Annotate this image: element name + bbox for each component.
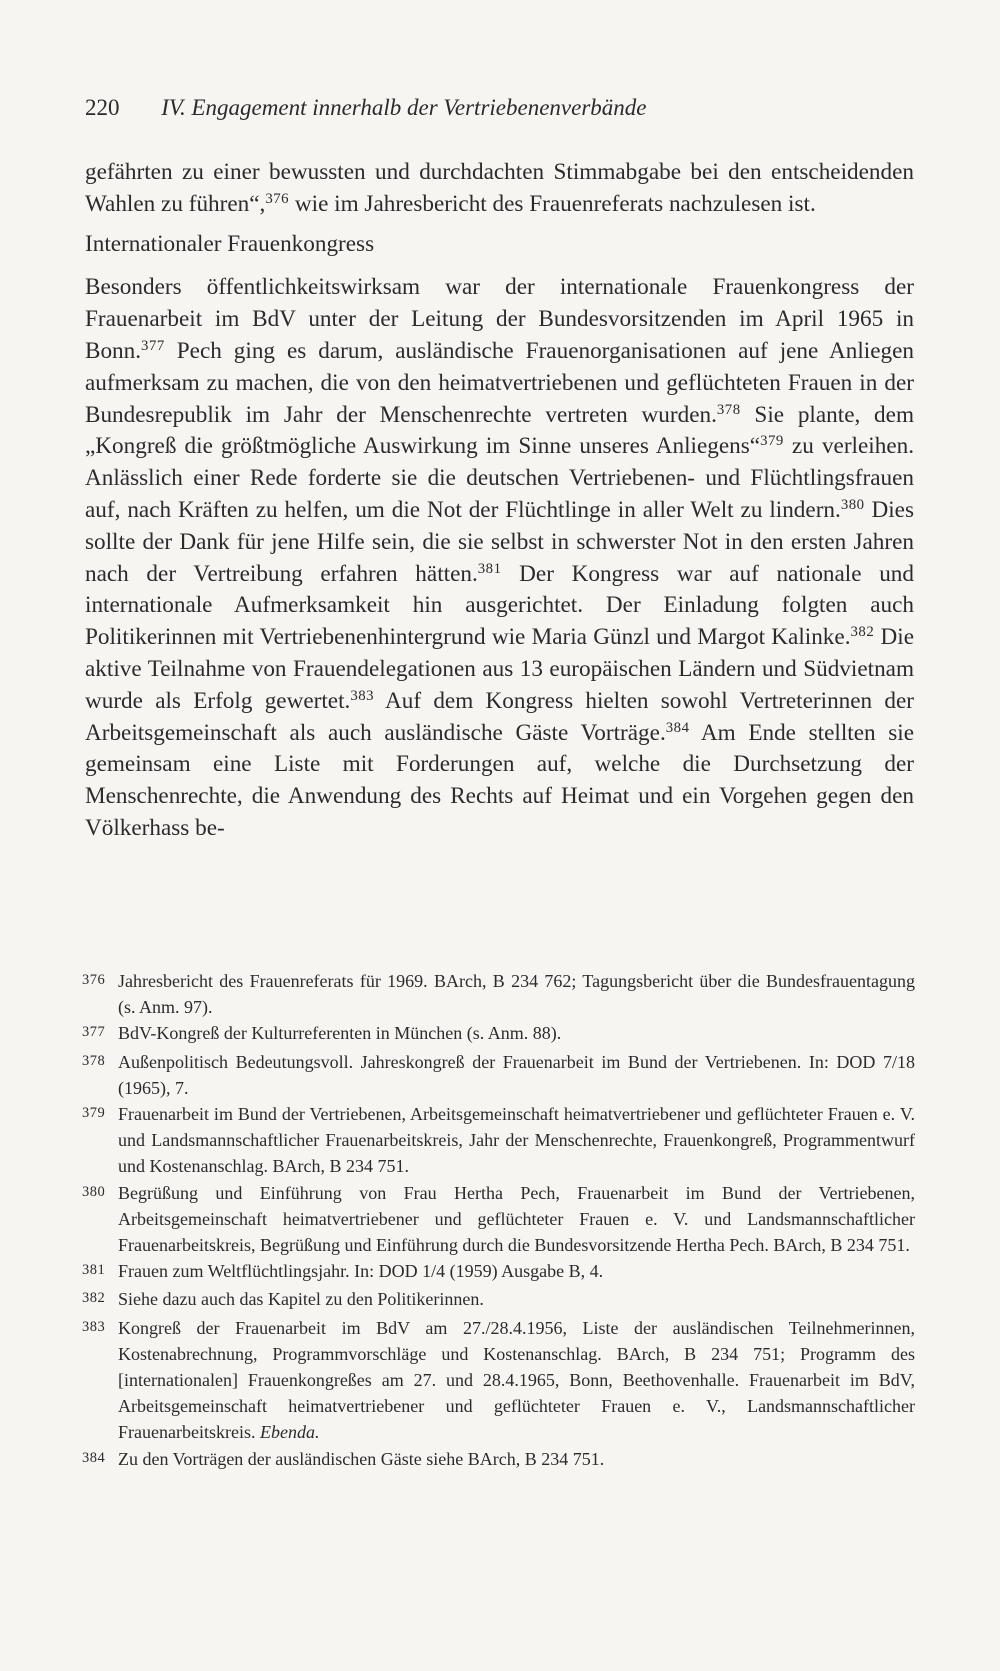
footnote-ref-377[interactable]: 377 [141,337,165,354]
section-heading: Internationaler Frauenkongress [85,230,375,257]
para-sentence: Pech ging es darum, ausländische Frauenorganisationen auf jene Anliegen aufmerksam zu machen, die von den heimatvertriebenen und geflüchteten Frauen in der Bundesrepublik im Jahr der Menschenrechte vertreten wurden. [85,337,914,428]
footnote-number: 377 [82,1024,106,1041]
para-sentence: Dies sollte der Dank für jene Hilfe sein, die sie selbst in schwerster Not in den ersten Jahren nach der Vertreibung erfahren hätten. [85,496,914,587]
footnote-number: 381 [82,1262,106,1279]
footnote-ref-376[interactable]: 376 [265,190,290,207]
lead-text-a: gefährten zu einer bewussten und durchdachten Stimmabgabe bei den entscheidenden Wahlen zu führen“, [85,159,914,217]
footnote-text: Begrüßung und Einführung von Frau Hertha Pech, Frauenarbeit im Bund der Vertriebenen, Arbeitsgemeinschaft heimatvertriebener und geflüchteter Frauen e. V. und Landsmannschaftlicher Frauenarbeitskreis, Begrüßung und Einführung durch die Bundesvorsitzende Hertha Pech. BArch, B 234 751. [118,1182,915,1256]
para-sentence: Sie plante, dem „Kongreß die größtmögliche Auswirkung im Sinne unseres Anliegens“ [85,401,914,460]
footnote-text: Außenpolitisch Bedeutungsvoll. Jahreskongreß der Frauenarbeit im Bund der Vertriebenen. In: DOD 7/18 (1965), 7. [118,1051,915,1098]
footnotes [82,968,915,1474]
para-sentence: Der Kongress war auf nationale und internationale Aufmerksamkeit hin ausgerichtet. Der Einladung folgten auch Politikerinnen mit Vertriebenenhintergrund wie Maria Günzl und Margot Kalinke. [85,560,914,651]
footnote-379 [82,1101,915,1180]
footnote-378 [82,1049,915,1101]
footnote-ref-381[interactable]: 381 [477,560,502,577]
footnote-ref-380[interactable]: 380 [840,496,865,513]
lead-text-b: wie im Jahresbericht des Frauenreferats nachzulesen ist. [289,190,816,217]
main-text [85,157,914,845]
footnote-number: 376 [82,972,106,988]
footnote-number: 382 [82,1290,106,1307]
footnote-384 [82,1446,915,1474]
lead-paragraph [85,157,914,221]
running-title: IV. Engagement innerhalb der Vertriebenenverbände [161,95,647,120]
footnote-text-italic: Ebenda. [259,1422,320,1443]
footnote-text: Frauen zum Weltflüchtlingsjahr. In: DOD 1/4 (1959) Ausgabe B, 4. [118,1261,604,1282]
footnote-number: 384 [82,1449,106,1466]
footnote-ref-384[interactable]: 384 [665,719,690,736]
footnote-text: Siehe dazu auch das Kapitel zu den Politikerinnen. [118,1289,484,1310]
footnote-376 [82,968,915,1020]
footnote-text: Zu den Vorträgen der ausländischen Gäste siehe BArch, B 234 751. [118,1448,605,1469]
footnote-text [118,1315,915,1446]
page-header [85,93,915,123]
footnote-number: 379 [82,1105,106,1122]
para-sentence: Die aktive Teilnahme von Frauendelegationen aus 13 europäischen Ländern und Südvietnam wurde als Erfolg gewertet. [85,624,914,714]
footnote-381 [82,1258,915,1286]
footnote-ref-379[interactable]: 379 [760,433,784,450]
footnote-number: 380 [82,1183,106,1200]
footnote-ref-378[interactable]: 378 [716,401,741,418]
page-number: 220 [85,95,120,120]
para-sentence: Auf dem Kongress hielten sowohl Vertreterinnen der Arbeitsgemeinschaft als auch ausländische Gäste Vorträge. [85,687,914,746]
para-sentence: zu verleihen. Anlässlich einer Rede forderte sie die deutschen Vertriebenen- und Flüchtlingsfrauen auf, nach Kräften zu helfen, um die Not der Flüchtlinge in aller Welt zu lindern. [85,433,914,523]
para-sentence: Am Ende stellten sie gemeinsam eine Liste mit Forderungen auf, welche die Durchsetzung der Menschenrechte, die Anwendung des Rechts auf Heimat und ein Vorgehen gegen den Völkerhass be- [85,719,914,841]
footnote-383 [82,1315,915,1446]
footnote-ref-383[interactable]: 383 [350,687,375,704]
footnote-text-main: Kongreß der Frauenarbeit im BdV am 27./28.4.1956, Liste der ausländischen Teilnehmerinnen, Kostenabrechnung, Programmvorschläge und Kostenanschlag. BArch, B 234 751; Programm des [internationalen] Frauenkongreßes am 27. und 28.4.1965, Bonn, Beethovenhalle. Frauenarbeit im BdV, Arbeitsgemeinschaft heimatvertriebener und geflüchteter Frauen e. V., Landsmannschaftlicher Frauenarbeitskreis. [118,1317,915,1443]
para-sentence: Besonders öffentlichkeitswirksam war der internationale Frauenkongress der Frauenarbeit im BdV unter der Leitung der Bundesvorsitzenden im April 1965 in Bonn. [85,274,914,364]
footnote-text: Jahresbericht des Frauenreferats für 1969. BArch, B 234 762; Tagungsbericht über die Bundesfrauentagung (s. Anm. 97). [118,971,915,1018]
footnote-377 [82,1020,915,1048]
body-paragraph [85,272,914,844]
footnote-text: BdV-Kongreß der Kulturreferenten in München (s. Anm. 88). [118,1023,562,1044]
footnote-380 [82,1180,915,1259]
footnote-text: Frauenarbeit im Bund der Vertriebenen, Arbeitsgemeinschaft heimatvertriebener und geflüchteter Frauen e. V. und Landsmannschaftlicher Frauenarbeitskreis, Jahr der Menschenrechte, Frauenkongreß, Programmentwurf und Kostenanschlag. BArch, B 234 751. [118,1104,915,1177]
footnote-number: 383 [82,1318,106,1335]
footnote-382 [82,1286,915,1314]
footnote-number: 378 [82,1052,106,1069]
footnote-ref-382[interactable]: 382 [850,624,875,640]
